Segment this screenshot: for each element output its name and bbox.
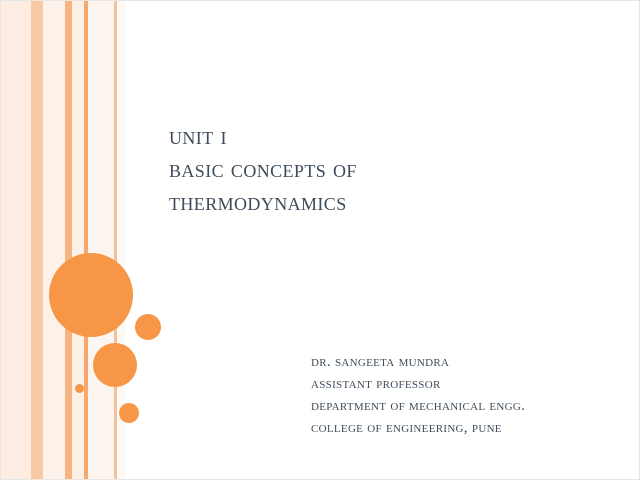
circle-xsmall-icon	[119, 403, 139, 423]
author-institution: college of engineering, pune	[311, 420, 502, 436]
slide-author-block	[311, 351, 631, 439]
title-line-1: unit i	[169, 121, 227, 150]
circle-large-icon	[49, 253, 133, 337]
stripe-2	[31, 1, 43, 479]
stripe-5	[72, 1, 84, 479]
author-name: dr. sangeeta mundra	[311, 354, 450, 370]
author-designation: assistant professor	[311, 376, 441, 392]
stripe-1	[1, 1, 31, 479]
circle-dot-icon	[75, 384, 84, 393]
title-line-2: basic concepts of	[169, 154, 357, 183]
stripe-7	[88, 1, 114, 479]
stripe-4	[65, 1, 72, 479]
circle-small-icon	[135, 314, 161, 340]
slide-title	[169, 119, 599, 218]
circle-medium-icon	[93, 343, 137, 387]
title-line-3: thermodynamics	[169, 187, 347, 216]
stripe-3	[43, 1, 65, 479]
author-department: department of mechanical engg.	[311, 398, 526, 414]
